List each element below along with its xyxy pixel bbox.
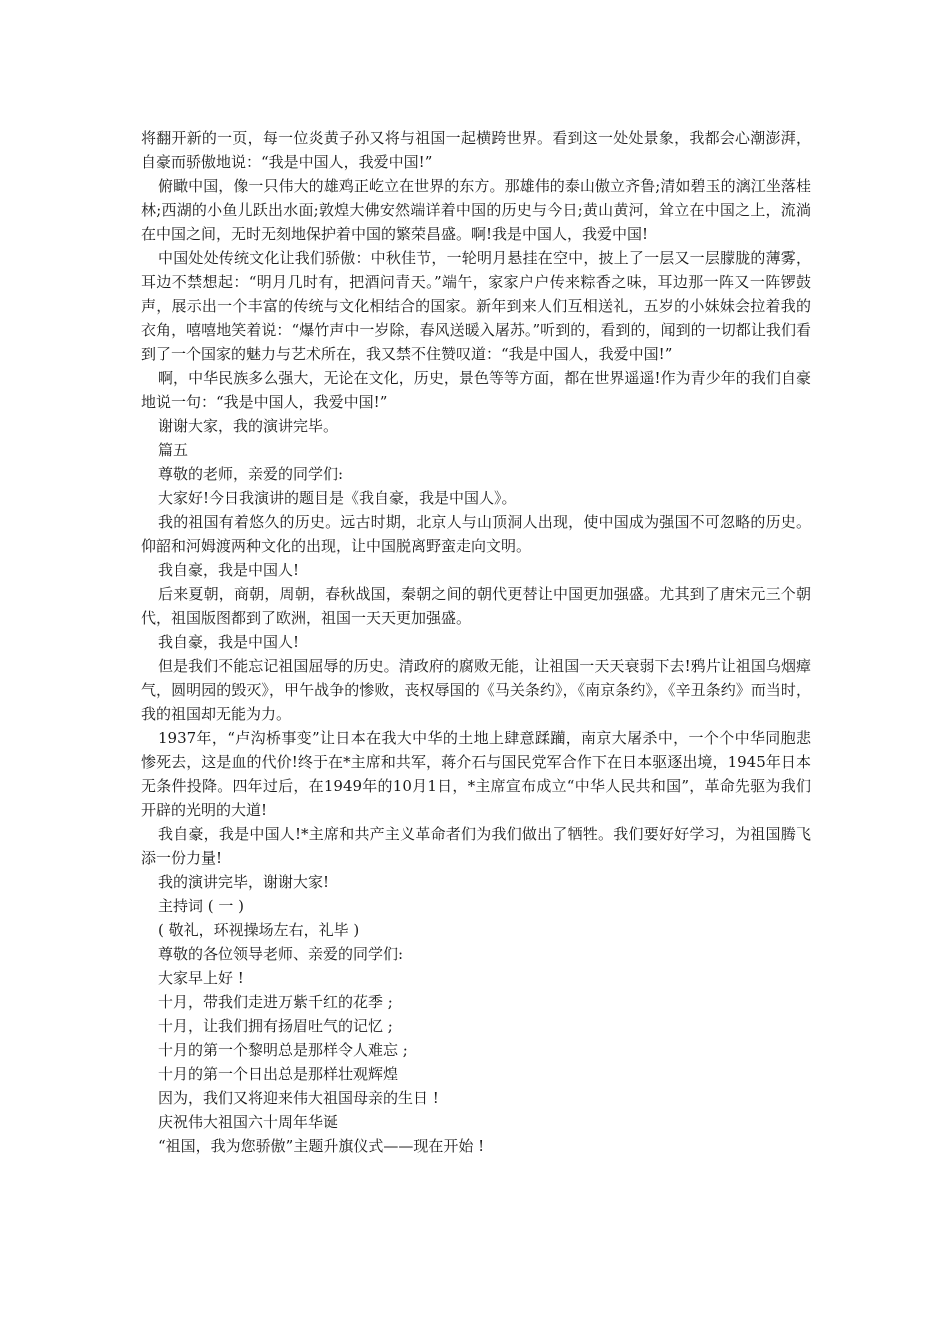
host-script-heading: 主持词 ( 一 )	[158, 897, 245, 915]
paragraph-3: 中国处处传统文化让我们骄傲：中秋佳节，一轮明月悬挂在空中，披上了一层又一层朦胧的薄雾，耳边不禁想起：“明月几时有，把酒问青天。”端午，家家户户传来粽香之味，耳边那一阵又一阵锣鼓声，展示出一个丰富的传统与文化相结合的国家。新年到来人们互相送礼，五岁的小妹妹会拉着我的衣角，嘻嘻地笑着说：“爆竹声中一岁除，春风送暖入屠苏。”听到的，看到的，闻到的一切都让我们看到了一个国家的魅力与艺术所在，我又禁不住赞叹道：“我是中国人，我爱中国!”	[141, 249, 811, 363]
paragraph-8: 大家好!今日我演讲的题目是《我自豪，我是中国人》。	[158, 489, 517, 507]
host-line-8: “祖国，我为您骄傲”主题升旗仪式——现在开始 !	[158, 1137, 485, 1155]
paragraph-15: 我自豪，我是中国人!*主席和共产主义革命者们为我们做出了牺牲。我们要好好学习，为祖国腾飞添一份力量!	[141, 825, 811, 867]
host-salutation: 尊敬的各位领导老师、亲爱的同学们:	[158, 945, 404, 963]
section-heading: 篇五	[158, 441, 189, 459]
paragraph-2: 俯瞰中国，像一只伟大的雄鸡正屹立在世界的东方。那雄伟的泰山傲立齐鲁;清如碧玉的漓江坐落桂林;西湖的小鱼儿跃出水面;敦煌大佛安然端详着中国的历史与今日;黄山黄河，耸立在中国之上，流淌在中国之间，无时无刻地保护着中国的繁荣昌盛。啊!我是中国人，我爱中国!	[141, 177, 811, 243]
paragraph-9: 我的祖国有着悠久的历史。远古时期，北京人与山顶洞人出现，使中国成为强国不可忽略的历史。仰韶和河姆渡两种文化的出现，让中国脱离野蛮走向文明。	[141, 513, 811, 555]
host-line-1: 大家早上好 !	[158, 969, 244, 987]
paragraph-11: 后来夏朝，商朝，周朝，春秋战国，秦朝之间的朝代更替让中国更加强盛。尤其到了唐宋元三个朝代，祖国版图都到了欧洲，祖国一天天更加强盛。	[141, 585, 811, 627]
host-line-3: 十月，让我们拥有扬眉吐气的记忆 ;	[158, 1017, 393, 1035]
speech-closing: 我的演讲完毕，谢谢大家!	[158, 873, 330, 891]
paragraph-13: 但是我们不能忘记祖国屈辱的历史。清政府的腐败无能，让祖国一天天衰弱下去!鸦片让祖国乌烟瘴气，圆明园的毁灭》，甲午战争的惨败，丧权辱国的《马关条约》，《南京条约》，《辛丑条约》而当时，我的祖国却无能为力。	[141, 657, 811, 723]
host-line-7: 庆祝伟大祖国六十周年华诞	[158, 1113, 339, 1131]
paragraph-1: 将翻开新的一页，每一位炎黄子孙又将与祖国一起横跨世界。看到这一处处景象，我都会心潮澎湃，自豪而骄傲地说：“我是中国人，我爱中国!”	[141, 129, 811, 171]
host-line-5: 十月的第一个日出总是那样壮观辉煌	[158, 1065, 399, 1083]
refrain-1: 我自豪，我是中国人!	[158, 561, 300, 579]
refrain-2: 我自豪，我是中国人!	[158, 633, 300, 651]
host-line-2: 十月，带我们走进万紫千红的花季 ;	[158, 993, 393, 1011]
salutation: 尊敬的老师，亲爱的同学们:	[158, 465, 344, 483]
host-line-4: 十月的第一个黎明总是那样令人难忘 ;	[158, 1041, 408, 1059]
host-line-6: 因为，我们又将迎来伟大祖国母亲的生日 !	[158, 1089, 439, 1107]
paragraph-4: 啊，中华民族多么强大，无论在文化，历史，景色等等方面，都在世界遥遥!作为青少年的我们自豪地说一句：“我是中国人，我爱中国!”	[141, 369, 811, 411]
paragraph-5: 谢谢大家，我的演讲完毕。	[158, 417, 339, 435]
document-body	[141, 126, 811, 1158]
stage-direction: ( 敬礼，环视操场左右，礼毕 )	[158, 921, 360, 939]
paragraph-14: 1937年，“卢沟桥事变”让日本在我大中华的土地上肆意蹂躏，南京大屠杀中，一个个中华同胞悲惨死去，这是血的代价!终于在*主席和共军，蒋介石与国民党军合作下在日本驱逐出境，1945年日本无条件投降。四年过后，在1949年的10月1日，*主席宣布成立“中华人民共和国”，革命先驱为我们开辟的光明的大道!	[141, 729, 811, 819]
